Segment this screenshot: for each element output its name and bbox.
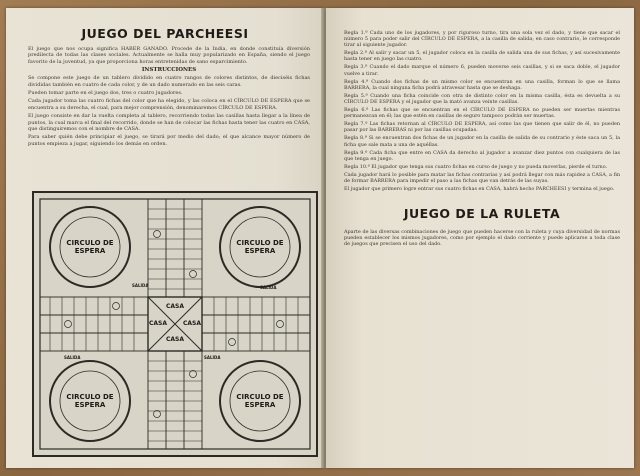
casa-label-left: CASA: [148, 320, 167, 327]
parcheesi-text: [28, 46, 310, 149]
paragraph: El juego consiste en dar la vuelta completa al tablero, recorriendo todas las casillas hasta llegar a la línea de puntos, la cual marca el final del recorrido, donde se han de colocar las fichas hasta tener las cuatro en CASA, que distinguiremos con el nombre de CASA.: [28, 113, 310, 133]
rule-paragraph: Regla 7.ª Las fichas retornan al CÍRCULO DE ESPERA, así como las que tienen que salir de él, no pueden pasar por las BARRERAS ni por las casillas ocupadas.: [344, 121, 620, 134]
rule-paragraph: Regla 10.ª El jugador que tenga sus cuatro fichas en curso de juego y no pueda moverlas, pierde el turno.: [344, 163, 608, 170]
paragraph: Pueden tomar parte en el juego dos, tres o cuatro jugadores.: [28, 90, 183, 97]
salida-label: SALIDA: [260, 285, 277, 290]
instructions-heading: INSTRUCCIONES: [141, 67, 197, 74]
casa-label-right: CASA: [182, 320, 201, 327]
rule-paragraph: Regla 8.ª Si se encuentran dos fichas de un jugador en la casilla de salida de su contrario y éste saca un 5, la ficha que sale mata a una de aquéllas.: [344, 135, 620, 148]
rule-paragraph: Regla 2.ª Al salir y sacar un 5, el jugador coloca en la casilla de salida una de sus fichas, y así sucesivamente hasta tener en juego las cuatro.: [344, 50, 620, 63]
ruleta-title: JUEGO DE LA RULETA: [403, 206, 561, 222]
rule-paragraph: Regla 1.ª Cada uno de los jugadores, y por riguroso turno, tira una sola vez el dado, y tiene que sacar el número 5 para poder salir del CÍRCULO DE ESPERA, a la casilla de salida; en caso contrario, le corresponde tirar al siguiente jugador.: [344, 30, 620, 49]
rule-paragraph: Regla 6.ª Las fichas que se encuentran en el CÍRCULO DE ESPERA no pueden ser muertas mientras permanezcan en él; las que estén en casillas de seguro tampoco podrán ser muertas.: [344, 107, 620, 120]
salida-label: SALIDA: [132, 283, 149, 288]
rule-paragraph: Regla 5.ª Cuando una ficha coincide con otra de distinto color en la misma casilla, ésta es devuelta a su CÍRCULO DE ESPERA y el jugador que la mató avanza veinte casillas.: [344, 92, 620, 105]
circle-label-top-right: CIRCULO DE ESPERA: [236, 239, 284, 255]
casa-label-bottom: CASA: [165, 336, 184, 343]
paragraph: Para saber quién debe principiar el juego, se tirará por medio del dado; el que alcance mayor número de puntos empieza a jugar, siguiendo los demás en orden.: [28, 134, 310, 147]
rule-paragraph: Cada jugador hará lo posible para matar las fichas contrarias y así podrá llegar con más rapidez a CASA, a fin de formar BARRERA para impedir el paso a las fichas que van detrás de las suyas.: [344, 171, 620, 184]
right-page: [326, 8, 634, 468]
salida-label: SALIDA: [204, 355, 221, 360]
rule-paragraph: El jugador que primero logre entrar sus cuatro fichas en CASA, habrá hecho PARCHEESI y termina el juego.: [344, 186, 615, 193]
rules-text: [344, 30, 620, 249]
rule-paragraph: Regla 4.ª Cuando dos fichas de un mismo color se encuentran en una casilla, forman lo que se llama BARRERA, la cual ninguna ficha podrá atravesar hasta que se deshaga.: [344, 78, 620, 91]
paragraph: Cada jugador toma las cuatro fichas del color que ha elegido, y las coloca en el CÍRCULO DE ESPERA que se encuentra a su derecha, el cual, para mejor comprensión, denominaremos CÍRCULO DE ESPERA.: [28, 98, 310, 111]
circle-label-bottom-left: CIRCULO DE ESPERA: [66, 393, 114, 409]
parcheesi-title: JUEGO DEL PARCHEESI: [81, 26, 249, 41]
ruleta-intro: Aparte de las diversas combinaciones de juego que pueden hacerse con la ruleta y cuya diversidad de normas pueden establecer los mismos jugadores, como por ejemplo el dado corriente y puede aplicarse a toda clase de juegos que precisen el uso del dado.: [344, 229, 620, 248]
circle-label-bottom-right: CIRCULO DE ESPERA: [236, 393, 284, 409]
casa-label-top: CASA: [165, 303, 184, 310]
parcheesi-board: [32, 191, 318, 457]
rule-paragraph: Regla 3.ª Cuando el dado marque el número 6, pueden moverse seis casillas, y si se saca doble, el jugador vuelve a tirar.: [344, 64, 620, 77]
intro-paragraph: El juego que nos ocupa significa HABER GANADO. Procede de la India, en donde constituía diversión predilecta de todas las clases sociales. Actualmente se halla muy popularizado en España, siendo el juego favorito de la juventud, ya que proporciona horas entretenidas de sano esparcimiento.: [28, 46, 310, 65]
board-drawing: [34, 193, 316, 455]
rule-paragraph: Regla 9.ª Cada ficha que entre en CASA da derecho al jugador a avanzar diez puntos con cualquiera de las que tenga en juego.: [344, 149, 620, 162]
paragraph: Se compone este juego de un tablero dividido en cuatro rangos de colores distintos, de dieciséis fichas divididas también en cuatro de cada color, y de un dado numerado en las seis caras.: [28, 75, 310, 88]
circle-label-top-left: CIRCULO DE ESPERA: [66, 239, 114, 255]
salida-label: SALIDA: [64, 355, 81, 360]
left-page: [6, 8, 324, 468]
